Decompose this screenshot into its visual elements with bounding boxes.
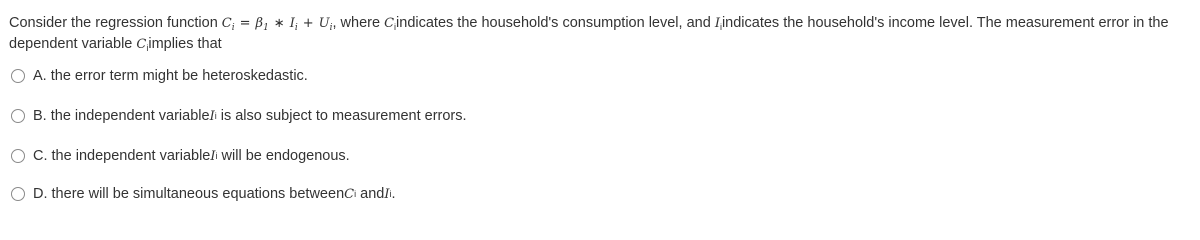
radio-button-b[interactable] — [11, 109, 25, 123]
option-d-letter: D. — [33, 186, 48, 202]
option-a-text: the error term might be heteroskedastic. — [50, 68, 308, 84]
option-c-text-a: the independent variable — [51, 148, 211, 164]
option-d[interactable]: D. there will be simultaneous equations between C i and I i . — [11, 186, 396, 202]
option-d-var2: I — [384, 186, 390, 202]
eq-lhs: C — [221, 16, 232, 31]
option-c-letter: C. — [33, 148, 48, 164]
question-text — [9, 13, 1194, 55]
question-part4: indicates the household's income level. The measurement error in the dependent variable — [9, 15, 1169, 52]
question-part3: indicates the household's consumption level, and — [396, 15, 715, 31]
eq-beta: β — [255, 16, 264, 31]
option-b-letter: B. — [33, 108, 47, 124]
radio-button-a[interactable] — [11, 69, 25, 83]
option-d-var1: C — [344, 186, 355, 202]
radio-button-c[interactable] — [11, 149, 25, 163]
eq-income: I — [289, 16, 295, 31]
option-c-var: I — [210, 148, 216, 164]
question-part2: where — [336, 15, 385, 31]
equation — [222, 16, 333, 31]
eq-comma: , — [332, 15, 337, 31]
var-c: C — [384, 16, 395, 31]
var-c-sub: i — [394, 22, 397, 32]
eq-error: U — [318, 16, 330, 31]
var-i-sub: i — [719, 22, 722, 32]
option-b-var: I — [209, 108, 215, 124]
eq-times: ∗ — [273, 16, 285, 31]
eq-error-sub: i — [329, 23, 333, 33]
eq-beta-sub: 1 — [263, 23, 269, 33]
question-intro: Consider the regression function — [9, 15, 222, 31]
question-part5: implies that — [148, 36, 222, 52]
var-i: I — [714, 16, 720, 31]
option-a-letter: A. — [33, 68, 47, 84]
var-c2-sub: i — [146, 43, 149, 53]
radio-button-d[interactable] — [11, 187, 25, 201]
var-c2: C — [136, 37, 147, 52]
eq-lhs-sub: i — [231, 23, 235, 33]
option-c[interactable]: C. the independent variable I i will be endogenous. — [11, 148, 350, 164]
option-b[interactable]: B. the independent variable I i is also subject to measurement errors. — [11, 108, 467, 124]
option-b-text-b: is also subject to measurement errors. — [220, 108, 467, 124]
option-a[interactable] — [11, 68, 308, 84]
option-b-text-a: the independent variable — [50, 108, 210, 124]
option-d-text-a: there will be simultaneous equations between — [51, 186, 345, 202]
option-d-end: . — [391, 186, 396, 202]
eq-income-sub: i — [294, 23, 298, 33]
option-c-text-b: will be endogenous. — [221, 148, 350, 164]
option-d-mid: and — [360, 186, 385, 202]
eq-equals: = — [239, 16, 251, 31]
eq-plus: + — [302, 16, 314, 31]
